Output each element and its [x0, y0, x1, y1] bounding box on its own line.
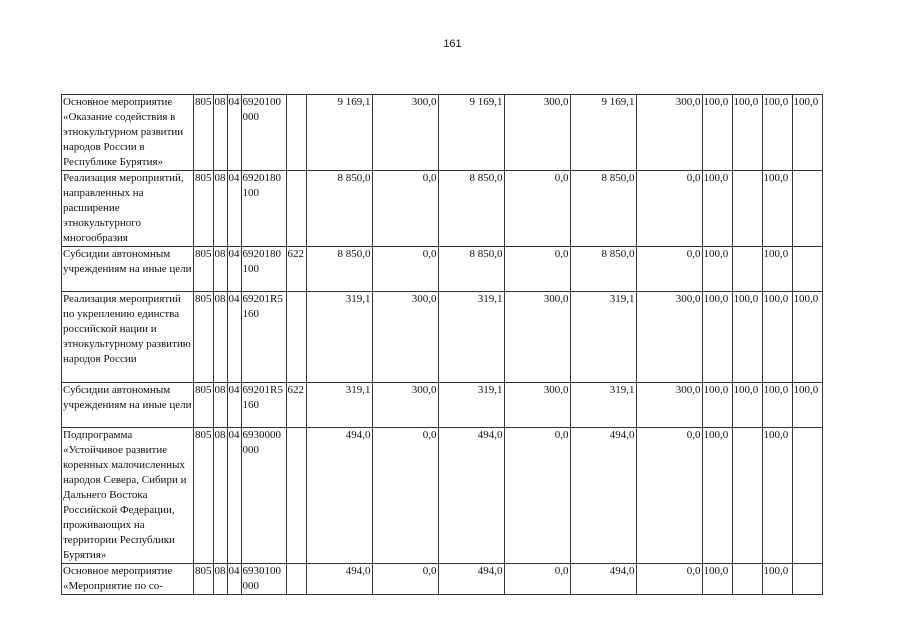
- subvention-3-cell: 0,0: [636, 171, 702, 247]
- subsection-cell: 04: [227, 383, 241, 428]
- expense-type-cell: [286, 171, 306, 247]
- percent-4-cell: [792, 428, 822, 564]
- row-name-cell: Реализация мероприятий, направленных на расширение этнокультурного многообразия: [62, 171, 194, 247]
- subsection-cell: 04: [227, 95, 241, 171]
- amount-3-cell: 8 850,0: [570, 171, 636, 247]
- percent-1-cell: 100,0: [702, 428, 732, 564]
- subvention-3-cell: 300,0: [636, 383, 702, 428]
- subvention-3-cell: 0,0: [636, 428, 702, 564]
- amount-2-cell: 494,0: [438, 428, 504, 564]
- row-name-cell: Субсидии автономным учреждениям на иные цели: [62, 247, 194, 292]
- percent-4-cell: [792, 564, 822, 595]
- percent-2-cell: 100,0: [732, 383, 762, 428]
- percent-3-cell: 100,0: [762, 383, 792, 428]
- percent-1-cell: 100,0: [702, 383, 732, 428]
- subvention-2-cell: 0,0: [504, 564, 570, 595]
- section-cell: 08: [213, 428, 227, 564]
- subsection-cell: 04: [227, 564, 241, 595]
- subvention-1-cell: 300,0: [372, 95, 438, 171]
- target-article-cell: 6920180100: [241, 247, 286, 292]
- subvention-2-cell: 0,0: [504, 247, 570, 292]
- row-name-cell: Субсидии автономным учреждениям на иные цели: [62, 383, 194, 428]
- percent-2-cell: 100,0: [732, 292, 762, 383]
- expense-type-cell: [286, 564, 306, 595]
- amount-1-cell: 8 850,0: [306, 171, 372, 247]
- percent-4-cell: 100,0: [792, 95, 822, 171]
- table-row: [62, 383, 823, 428]
- subvention-1-cell: 0,0: [372, 428, 438, 564]
- section-cell: 08: [213, 95, 227, 171]
- percent-3-cell: 100,0: [762, 247, 792, 292]
- target-article-cell: 6920180100: [241, 171, 286, 247]
- percent-3-cell: 100,0: [762, 564, 792, 595]
- amount-2-cell: 319,1: [438, 292, 504, 383]
- grbs-cell: 805: [194, 95, 214, 171]
- section-cell: 08: [213, 564, 227, 595]
- percent-1-cell: 100,0: [702, 247, 732, 292]
- subsection-cell: 04: [227, 292, 241, 383]
- subvention-1-cell: 0,0: [372, 247, 438, 292]
- expense-type-cell: 622: [286, 247, 306, 292]
- percent-4-cell: 100,0: [792, 292, 822, 383]
- subvention-3-cell: 0,0: [636, 247, 702, 292]
- amount-3-cell: 494,0: [570, 564, 636, 595]
- expense-type-cell: [286, 428, 306, 564]
- section-cell: 08: [213, 292, 227, 383]
- amount-3-cell: 494,0: [570, 428, 636, 564]
- amount-2-cell: 494,0: [438, 564, 504, 595]
- budget-table: [61, 94, 823, 595]
- section-cell: 08: [213, 383, 227, 428]
- amount-2-cell: 319,1: [438, 383, 504, 428]
- row-name-cell: Основное мероприятие «Мероприятие по со-: [62, 564, 194, 595]
- amount-2-cell: 8 850,0: [438, 171, 504, 247]
- amount-1-cell: 494,0: [306, 428, 372, 564]
- row-name-cell: Основное мероприятие «Оказание содействия в этнокультурном развитии народов России в Республике Бурятия»: [62, 95, 194, 171]
- subvention-3-cell: 0,0: [636, 564, 702, 595]
- table-row: [62, 247, 823, 292]
- subvention-1-cell: 0,0: [372, 171, 438, 247]
- subvention-1-cell: 0,0: [372, 564, 438, 595]
- grbs-cell: 805: [194, 171, 214, 247]
- grbs-cell: 805: [194, 247, 214, 292]
- amount-2-cell: 9 169,1: [438, 95, 504, 171]
- subvention-1-cell: 300,0: [372, 292, 438, 383]
- subvention-2-cell: 300,0: [504, 292, 570, 383]
- amount-2-cell: 8 850,0: [438, 247, 504, 292]
- percent-4-cell: 100,0: [792, 383, 822, 428]
- grbs-cell: 805: [194, 564, 214, 595]
- percent-3-cell: 100,0: [762, 292, 792, 383]
- amount-3-cell: 9 169,1: [570, 95, 636, 171]
- expense-type-cell: [286, 292, 306, 383]
- target-article-cell: 6930000000: [241, 428, 286, 564]
- amount-3-cell: 319,1: [570, 383, 636, 428]
- subsection-cell: 04: [227, 428, 241, 564]
- amount-1-cell: 494,0: [306, 564, 372, 595]
- percent-4-cell: [792, 247, 822, 292]
- percent-1-cell: 100,0: [702, 95, 732, 171]
- amount-1-cell: 319,1: [306, 383, 372, 428]
- subsection-cell: 04: [227, 171, 241, 247]
- grbs-cell: 805: [194, 428, 214, 564]
- grbs-cell: 805: [194, 383, 214, 428]
- percent-1-cell: 100,0: [702, 171, 732, 247]
- row-name-cell: Реализация мероприятий по укреплению единства российской нации и этнокультурному развитию народов России: [62, 292, 194, 383]
- percent-4-cell: [792, 171, 822, 247]
- percent-1-cell: 100,0: [702, 564, 732, 595]
- amount-3-cell: 319,1: [570, 292, 636, 383]
- target-article-cell: 69201R5160: [241, 292, 286, 383]
- percent-3-cell: 100,0: [762, 428, 792, 564]
- target-article-cell: 6920100000: [241, 95, 286, 171]
- table-row: [62, 564, 823, 595]
- expense-type-cell: 622: [286, 383, 306, 428]
- section-cell: 08: [213, 171, 227, 247]
- percent-2-cell: [732, 564, 762, 595]
- percent-3-cell: 100,0: [762, 95, 792, 171]
- table-row: [62, 95, 823, 171]
- subvention-2-cell: 300,0: [504, 383, 570, 428]
- subvention-1-cell: 300,0: [372, 383, 438, 428]
- table-row: [62, 292, 823, 383]
- subvention-3-cell: 300,0: [636, 95, 702, 171]
- amount-1-cell: 9 169,1: [306, 95, 372, 171]
- row-name-cell: Подпрограмма «Устойчивое развитие коренных малочисленных народов Севера, Сибири и Дальнего Востока Российской Федерации, проживающих на территории Республики Бурятия»: [62, 428, 194, 564]
- percent-2-cell: [732, 171, 762, 247]
- subvention-3-cell: 300,0: [636, 292, 702, 383]
- percent-2-cell: [732, 428, 762, 564]
- amount-3-cell: 8 850,0: [570, 247, 636, 292]
- percent-2-cell: 100,0: [732, 95, 762, 171]
- section-cell: 08: [213, 247, 227, 292]
- page-number: 161: [443, 38, 462, 50]
- subvention-2-cell: 0,0: [504, 171, 570, 247]
- expense-type-cell: [286, 95, 306, 171]
- percent-2-cell: [732, 247, 762, 292]
- subsection-cell: 04: [227, 247, 241, 292]
- subvention-2-cell: 0,0: [504, 428, 570, 564]
- amount-1-cell: 8 850,0: [306, 247, 372, 292]
- target-article-cell: 69201R5160: [241, 383, 286, 428]
- percent-1-cell: 100,0: [702, 292, 732, 383]
- table-row: [62, 171, 823, 247]
- grbs-cell: 805: [194, 292, 214, 383]
- subvention-2-cell: 300,0: [504, 95, 570, 171]
- target-article-cell: 6930100000: [241, 564, 286, 595]
- table-row: [62, 428, 823, 564]
- percent-3-cell: 100,0: [762, 171, 792, 247]
- amount-1-cell: 319,1: [306, 292, 372, 383]
